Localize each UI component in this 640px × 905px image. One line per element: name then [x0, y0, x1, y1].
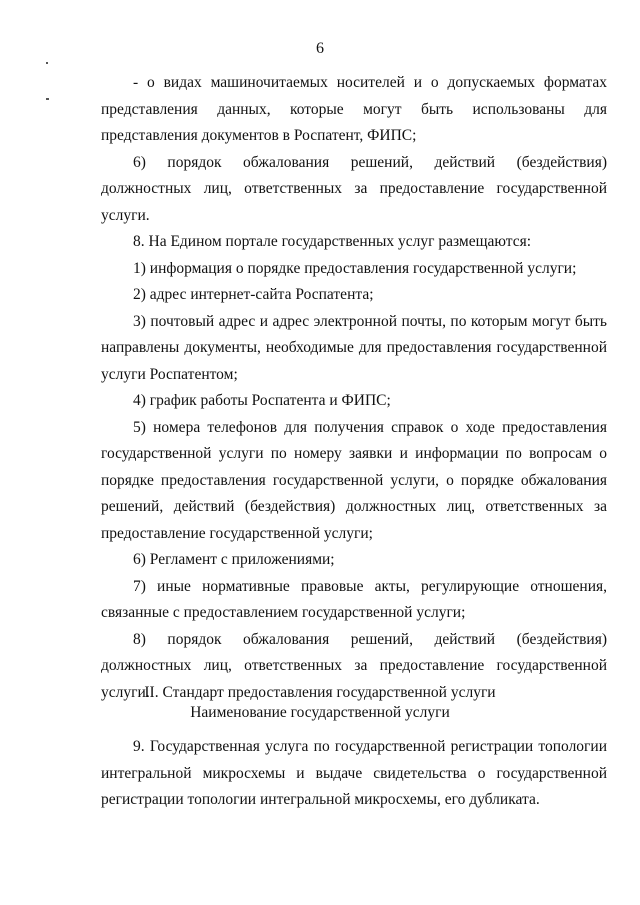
- paragraph-service-name: 9. Государственная услуга по государственной регистрации топологии интегральной микросхемы и выдаче свидетельства о государственной регистрации топологии интегральной микросхемы, его дубликата.: [101, 738, 607, 808]
- paragraph-media-formats: - о видах машиночитаемых носителей и о допускаемых форматах представления данных, которые могут быть использованы для представления документов в Роспатент, ФИПС;: [101, 74, 607, 144]
- section-body: [101, 734, 607, 814]
- section-title: II. Стандарт предоставления государственной услуги: [144, 684, 496, 701]
- list-item-phones: 5) номера телефонов для получения справок о ходе предоставления государственной услуги по номеру заявки и информации по вопросам о порядке предоставления государственной услуги, о порядке обжалования решений, действий (бездействия) должностных лиц, ответственных за предоставление государственной услуги;: [101, 418, 607, 542]
- page-number: 6: [316, 40, 324, 57]
- list-item-legal-acts: 7) иные нормативные правовые акты, регулирующие отношения, связанные с предоставлением государственной услуги;: [101, 577, 607, 621]
- list-item-information: 1) информация о порядке предоставления государственной услуги;: [133, 259, 577, 277]
- section-subtitle: Наименование государственной услуги: [190, 704, 450, 721]
- scan-artifact-mark: [46, 98, 49, 100]
- list-item-schedule: 4) график работы Роспатента и ФИПС;: [133, 392, 391, 409]
- list-item-addresses: 3) почтовый адрес и адрес электронной почты, по которым могут быть направлены документы, необходимые для предоставления государственной услуги Роспатентом;: [101, 312, 607, 383]
- scan-artifact-mark: [46, 62, 48, 64]
- body-text: [101, 70, 607, 706]
- list-item-website: 2) адрес интернет-сайта Роспатента;: [133, 286, 374, 303]
- list-item-regulation: 6) Регламент с приложениями;: [133, 551, 335, 568]
- paragraph-item-8-intro: 8. На Едином портале государственных услуг размещаются:: [133, 233, 532, 250]
- section-heading: [0, 683, 640, 723]
- list-item-appeal-procedure: 8) порядок обжалования решений, действий (бездействия) должностных лиц, ответственных за предоставление государственной услуги.: [101, 630, 607, 701]
- paragraph-appeal-procedure: 6) порядок обжалования решений, действий (бездействия) должностных лиц, ответственных за предоставление государственной услуги.: [101, 153, 607, 224]
